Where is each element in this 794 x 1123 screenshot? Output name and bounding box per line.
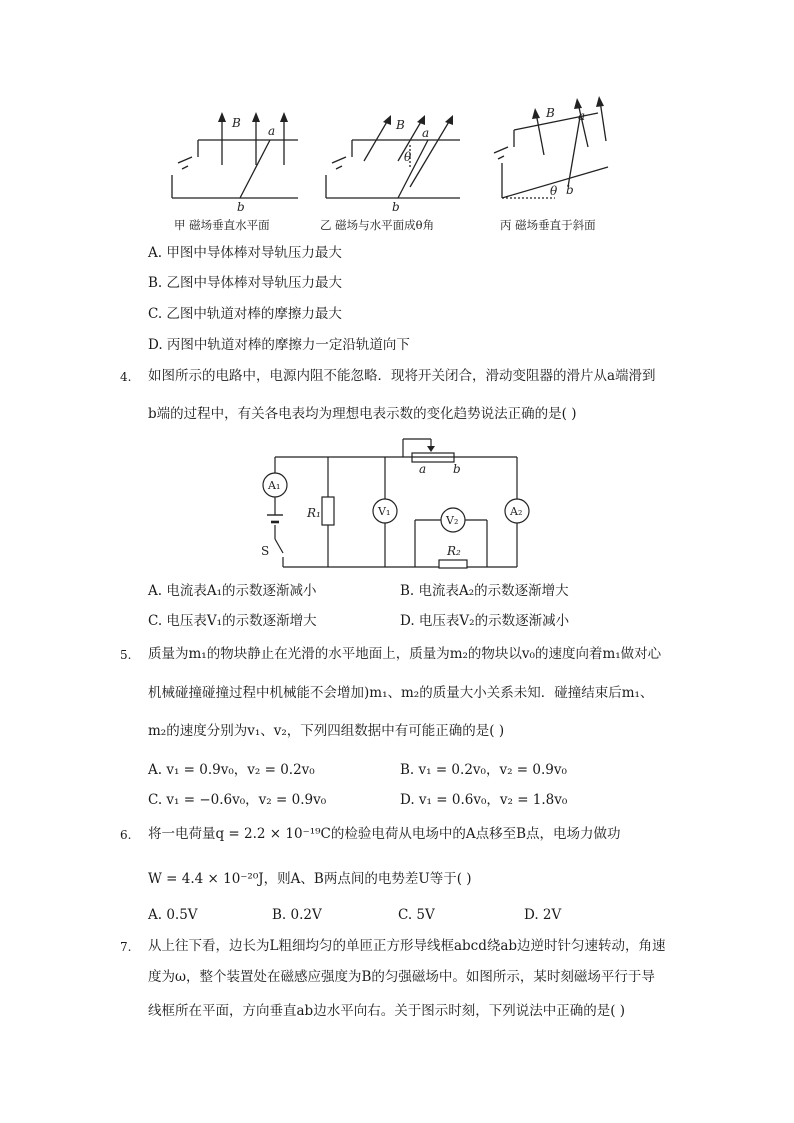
fig2-caption: 乙 磁场与水平面成θ角: [320, 218, 435, 232]
q6-option-a: A. 0.5V: [148, 907, 198, 923]
q3-option-b: B. 乙图中导体棒对导轨压力最大: [148, 275, 343, 291]
ammeter-a1-label: A₁: [268, 479, 281, 492]
fig1-label-b: b: [237, 200, 245, 214]
fig3-label-b: b: [566, 183, 574, 197]
q7-stem-line1: 从上往下看，边长为L粗细均匀的单匝正方形导线框abcd绕ab边逆时针匀速转动，角速: [148, 938, 666, 954]
q4-circuit-diagram: [255, 435, 535, 575]
fig3-label-B: B: [546, 106, 555, 120]
q3-option-c: C. 乙图中轨道对棒的摩擦力最大: [148, 306, 342, 322]
q4-stem-line1: 如图所示的电路中，电源内阻不能忽略．现将开关闭合，滑动变阻器的滑片从a端滑到: [148, 368, 656, 384]
q5-number: 5.: [120, 648, 132, 662]
q5-option-c: C. v₁ = −0.6v₀，v₂ = 0.9v₀: [148, 792, 327, 808]
fig1-caption: 甲 磁场垂直水平面: [174, 218, 270, 232]
q4-number: 4.: [120, 370, 132, 384]
fig1-label-B: B: [232, 116, 241, 130]
resistor-r1-label: R₁: [307, 506, 321, 520]
q6-number: 6.: [120, 828, 132, 842]
q7-stem-line3: 线框所在平面，方向垂直ab边水平向右。关于图示时刻，下列说法中正确的是( ): [148, 1003, 626, 1019]
ammeter-a2-label: A₂: [510, 505, 523, 518]
switch-s-label: S: [261, 544, 270, 558]
rheostat-b-label: b: [453, 462, 461, 476]
q5-option-b: B. v₁ = 0.2v₀，v₂ = 0.9v₀: [400, 762, 567, 778]
q6-option-c: C. 5V: [398, 907, 435, 923]
q6-option-d: D. 2V: [524, 907, 562, 923]
fig3-label-a: a: [578, 109, 586, 123]
fig2-label-b: b: [392, 200, 400, 214]
q7-stem-line2: 度为ω，整个装置处在磁感应强度为B的匀强磁场中。如图所示，某时刻磁场平行于导: [148, 969, 655, 985]
q4-option-a: A. 电流表A₁的示数逐渐减小: [148, 583, 317, 599]
resistor-r2-label: R₂: [447, 544, 461, 558]
q7-number: 7.: [120, 940, 132, 954]
fig3-caption: 丙 磁场垂直于斜面: [500, 218, 596, 232]
q6-option-b: B. 0.2V: [272, 907, 322, 923]
q5-stem-line3: m₂的速度分别为v₁、v₂，下列四组数据中有可能正确的是( ): [148, 723, 505, 739]
top-figures: [160, 95, 630, 215]
q6-stem-line2: W = 4.4 × 10⁻²⁰J，则A、B两点间的电势差U等于( ): [148, 871, 472, 887]
voltmeter-v1-label: V₁: [378, 505, 391, 518]
q4-option-c: C. 电压表V₁的示数逐渐增大: [148, 613, 317, 629]
fig3-label-theta: θ: [550, 184, 558, 198]
q4-stem-line2: b端的过程中，有关各电表均为理想电表示数的变化趋势说法正确的是( ): [148, 406, 577, 422]
q5-option-d: D. v₁ = 0.6v₀，v₂ = 1.8v₀: [400, 792, 568, 808]
q4-option-b: B. 电流表A₂的示数逐渐增大: [400, 583, 569, 599]
q5-option-a: A. v₁ = 0.9v₀，v₂ = 0.2v₀: [148, 762, 315, 778]
q5-stem-line2: 机械碰撞碰撞过程中机械能不会增加)m₁、m₂的质量大小关系未知．碰撞结束后m₁、: [148, 685, 654, 701]
fig2-label-B: B: [396, 118, 405, 132]
q6-stem-line1: 将一电荷量q = 2.2 × 10⁻¹⁹C的检验电荷从电场中的A点移至B点，电场力做功: [148, 826, 621, 842]
q5-stem-line1: 质量为m₁的物块静止在光滑的水平地面上，质量为m₂的物块以v₀的速度向着m₁做对心: [148, 646, 662, 662]
q3-option-a: A. 甲图中导体棒对导轨压力最大: [148, 245, 342, 261]
voltmeter-v2-label: V₂: [446, 514, 459, 527]
fig1-label-a: a: [268, 124, 276, 138]
q4-option-d: D. 电压表V₂的示数逐渐减小: [400, 613, 570, 629]
fig2-label-a: a: [422, 126, 430, 140]
rheostat-a-label: a: [419, 462, 427, 476]
fig2-label-theta: θ: [404, 150, 412, 164]
q3-option-d: D. 丙图中轨道对棒的摩擦力一定沿轨道向下: [148, 337, 410, 353]
